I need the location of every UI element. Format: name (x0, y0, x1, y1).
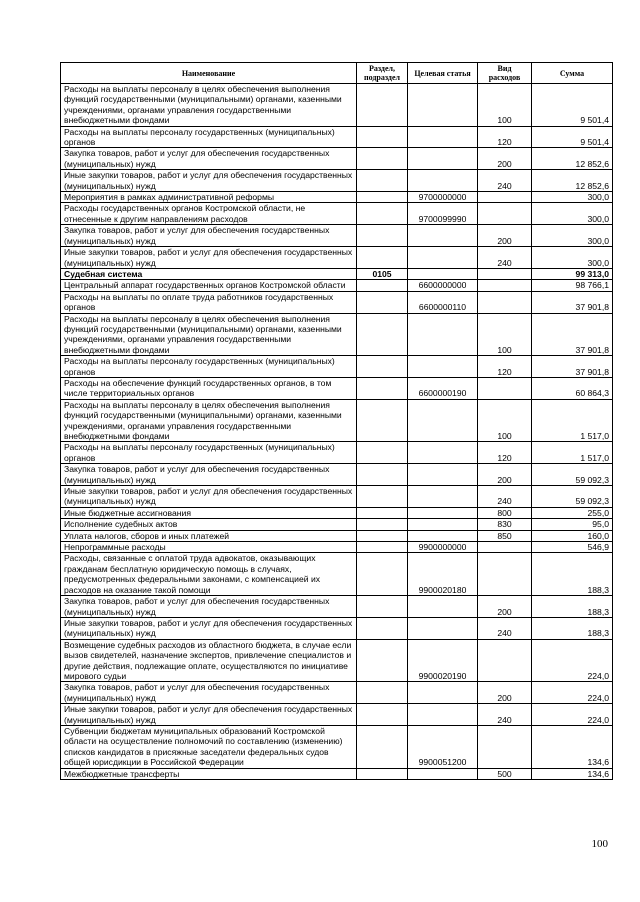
table-row (61, 464, 613, 486)
table-row (61, 170, 613, 192)
cell-name: Возмещение судебных расходов из областного бюджета, в случае если вызов свидетелей, назначение экспертов, привлечение специалистов и другие действия, подлежащие оплате, осуществляются по инициативе мирового судьи (61, 639, 357, 682)
cell-sum: 95,0 (532, 519, 613, 530)
cell-kind (478, 268, 532, 279)
cell-target: 9900020190 (408, 639, 478, 682)
cell-target (408, 247, 478, 269)
table-row (61, 639, 613, 682)
table-row (61, 725, 613, 768)
header-target: Целевая статья (408, 63, 478, 84)
table-row (61, 704, 613, 726)
cell-name: Иные закупки товаров, работ и услуг для обеспечения государственных (муниципальных) нужд (61, 704, 357, 726)
cell-kind: 240 (478, 247, 532, 269)
table-row (61, 617, 613, 639)
cell-target (408, 399, 478, 442)
cell-name: Уплата налогов, сборов и иных платежей (61, 530, 357, 541)
cell-sum: 59 092,3 (532, 486, 613, 508)
cell-section (357, 704, 408, 726)
cell-name: Расходы на выплаты персоналу в целях обеспечения выполнения функций государственными (муниципальными) органами, казенными учреждениями, органами управления государственными внебюджетными фондами (61, 84, 357, 127)
cell-kind: 240 (478, 170, 532, 192)
table-row (61, 682, 613, 704)
budget-table (60, 62, 613, 780)
cell-section (357, 553, 408, 596)
cell-sum: 37 901,8 (532, 356, 613, 378)
cell-target (408, 148, 478, 170)
header-name: Наименование (61, 63, 357, 84)
cell-name: Расходы государственных органов Костромской области, не отнесенные к другим направлениям расходов (61, 203, 357, 225)
cell-sum: 188,3 (532, 617, 613, 639)
cell-target: 9700000000 (408, 192, 478, 203)
cell-section (357, 442, 408, 464)
cell-target (408, 768, 478, 779)
cell-section (357, 247, 408, 269)
cell-target (408, 170, 478, 192)
cell-name: Иные закупки товаров, работ и услуг для обеспечения государственных (муниципальных) нужд (61, 170, 357, 192)
cell-kind: 240 (478, 486, 532, 508)
cell-kind: 120 (478, 356, 532, 378)
cell-section (357, 682, 408, 704)
cell-target: 6600000000 (408, 280, 478, 291)
header-kind: Вид расходов (478, 63, 532, 84)
cell-name: Закупка товаров, работ и услуг для обеспечения государственных (муниципальных) нужд (61, 148, 357, 170)
table-row (61, 247, 613, 269)
cell-sum: 99 313,0 (532, 268, 613, 279)
cell-name: Расходы на выплаты по оплате труда работников государственных органов (61, 291, 357, 313)
cell-kind: 800 (478, 507, 532, 518)
cell-section (357, 377, 408, 399)
cell-sum: 300,0 (532, 203, 613, 225)
table-row (61, 596, 613, 618)
cell-target (408, 313, 478, 356)
cell-section (357, 126, 408, 148)
cell-name: Непрограммные расходы (61, 542, 357, 553)
cell-sum: 300,0 (532, 247, 613, 269)
cell-target (408, 486, 478, 508)
cell-kind (478, 725, 532, 768)
cell-name: Расходы на выплаты персоналу государственных (муниципальных) органов (61, 442, 357, 464)
cell-name: Иные закупки товаров, работ и услуг для обеспечения государственных (муниципальных) нужд (61, 617, 357, 639)
cell-name: Субвенции бюджетам муниципальных образований Костромской области на осуществление полномочий по составлению (изменению) списков кандидатов в присяжные заседатели федеральных судов общей юрисдикции в Российской Федерации (61, 725, 357, 768)
cell-target (408, 617, 478, 639)
cell-kind (478, 280, 532, 291)
cell-name: Закупка товаров, работ и услуг для обеспечения государственных (муниципальных) нужд (61, 596, 357, 618)
cell-target (408, 530, 478, 541)
table-row (61, 768, 613, 779)
cell-kind (478, 639, 532, 682)
cell-sum: 300,0 (532, 225, 613, 247)
cell-name: Межбюджетные трансферты (61, 768, 357, 779)
cell-section (357, 148, 408, 170)
cell-sum: 37 901,8 (532, 313, 613, 356)
cell-section (357, 203, 408, 225)
cell-kind: 120 (478, 126, 532, 148)
table-row (61, 84, 613, 127)
cell-sum: 255,0 (532, 507, 613, 518)
cell-section (357, 280, 408, 291)
table-row (61, 225, 613, 247)
cell-target: 9900051200 (408, 725, 478, 768)
table-row (61, 203, 613, 225)
cell-target (408, 126, 478, 148)
cell-target (408, 596, 478, 618)
cell-kind: 240 (478, 617, 532, 639)
cell-section (357, 399, 408, 442)
cell-sum: 134,6 (532, 725, 613, 768)
cell-sum: 9 501,4 (532, 126, 613, 148)
cell-section (357, 170, 408, 192)
cell-sum: 224,0 (532, 639, 613, 682)
cell-target: 9900020180 (408, 553, 478, 596)
table-row (61, 542, 613, 553)
cell-sum: 300,0 (532, 192, 613, 203)
cell-section: 0105 (357, 268, 408, 279)
cell-kind (478, 192, 532, 203)
cell-name: Мероприятия в рамках административной реформы (61, 192, 357, 203)
table-row (61, 126, 613, 148)
cell-name: Иные закупки товаров, работ и услуг для обеспечения государственных (муниципальных) нужд (61, 247, 357, 269)
cell-sum: 134,6 (532, 768, 613, 779)
cell-section (357, 313, 408, 356)
table-row (61, 399, 613, 442)
cell-kind (478, 291, 532, 313)
cell-name: Расходы на выплаты персоналу государственных (муниципальных) органов (61, 126, 357, 148)
cell-kind: 240 (478, 704, 532, 726)
cell-section (357, 291, 408, 313)
cell-target (408, 682, 478, 704)
cell-sum: 98 766,1 (532, 280, 613, 291)
cell-sum: 1 517,0 (532, 442, 613, 464)
cell-sum: 59 092,3 (532, 464, 613, 486)
cell-kind: 100 (478, 399, 532, 442)
table-row (61, 148, 613, 170)
cell-name: Исполнение судебных актов (61, 519, 357, 530)
cell-target: 6600000110 (408, 291, 478, 313)
table-row (61, 442, 613, 464)
cell-section (357, 530, 408, 541)
cell-target (408, 225, 478, 247)
cell-kind: 200 (478, 148, 532, 170)
table-row (61, 530, 613, 541)
cell-target: 9900000000 (408, 542, 478, 553)
cell-name: Расходы на выплаты персоналу в целях обеспечения выполнения функций государственными (муниципальными) органами, казенными учреждениями, органами управления государственными внебюджетными фондами (61, 399, 357, 442)
cell-sum: 60 864,3 (532, 377, 613, 399)
cell-kind: 500 (478, 768, 532, 779)
table-body (61, 84, 613, 780)
cell-kind: 100 (478, 84, 532, 127)
cell-target: 6600000190 (408, 377, 478, 399)
cell-sum: 188,3 (532, 553, 613, 596)
cell-section (357, 192, 408, 203)
header-section: Раздел, подраздел (357, 63, 408, 84)
cell-sum: 12 852,6 (532, 170, 613, 192)
cell-kind (478, 377, 532, 399)
cell-sum: 9 501,4 (532, 84, 613, 127)
cell-target (408, 519, 478, 530)
cell-section (357, 84, 408, 127)
cell-sum: 546,9 (532, 542, 613, 553)
cell-sum: 188,3 (532, 596, 613, 618)
cell-kind (478, 553, 532, 596)
cell-sum: 1 517,0 (532, 399, 613, 442)
cell-section (357, 486, 408, 508)
cell-kind (478, 542, 532, 553)
cell-kind: 200 (478, 682, 532, 704)
cell-section (357, 519, 408, 530)
table-header-row (61, 63, 613, 84)
cell-section (357, 639, 408, 682)
table-row (61, 507, 613, 518)
cell-sum: 12 852,6 (532, 148, 613, 170)
cell-kind: 200 (478, 596, 532, 618)
cell-name: Судебная система (61, 268, 357, 279)
cell-target (408, 704, 478, 726)
cell-kind: 200 (478, 464, 532, 486)
cell-target (408, 268, 478, 279)
cell-section (357, 768, 408, 779)
header-sum: Сумма (532, 63, 613, 84)
table-row (61, 486, 613, 508)
cell-section (357, 464, 408, 486)
table-row (61, 280, 613, 291)
cell-sum: 224,0 (532, 704, 613, 726)
cell-section (357, 356, 408, 378)
table-row (61, 313, 613, 356)
page-number: 100 (591, 838, 608, 850)
cell-section (357, 225, 408, 247)
cell-name: Закупка товаров, работ и услуг для обеспечения государственных (муниципальных) нужд (61, 464, 357, 486)
cell-target (408, 84, 478, 127)
cell-target (408, 464, 478, 486)
cell-name: Центральный аппарат государственных органов Костромской области (61, 280, 357, 291)
cell-section (357, 542, 408, 553)
cell-kind: 850 (478, 530, 532, 541)
cell-sum: 160,0 (532, 530, 613, 541)
cell-kind: 100 (478, 313, 532, 356)
cell-kind: 830 (478, 519, 532, 530)
cell-name: Иные бюджетные ассигнования (61, 507, 357, 518)
cell-name: Расходы на выплаты персоналу в целях обеспечения выполнения функций государственными (муниципальными) органами, казенными учреждениями, органами управления государственными внебюджетными фондами (61, 313, 357, 356)
cell-name: Расходы на выплаты персоналу государственных (муниципальных) органов (61, 356, 357, 378)
cell-section (357, 507, 408, 518)
cell-section (357, 725, 408, 768)
cell-kind: 120 (478, 442, 532, 464)
table-row (61, 192, 613, 203)
cell-target: 9700099990 (408, 203, 478, 225)
cell-section (357, 617, 408, 639)
cell-target (408, 507, 478, 518)
table-row (61, 356, 613, 378)
cell-section (357, 596, 408, 618)
cell-sum: 37 901,8 (532, 291, 613, 313)
cell-name: Расходы, связанные с оплатой труда адвокатов, оказывающих гражданам бесплатную юридическую помощь в случаях, предусмотренных федеральными законами, с компенсацией их расходов на оказание такой помощи (61, 553, 357, 596)
cell-name: Закупка товаров, работ и услуг для обеспечения государственных (муниципальных) нужд (61, 682, 357, 704)
cell-kind: 200 (478, 225, 532, 247)
table-row (61, 377, 613, 399)
cell-sum: 224,0 (532, 682, 613, 704)
table-row (61, 268, 613, 279)
table-row (61, 553, 613, 596)
cell-target (408, 442, 478, 464)
cell-kind (478, 203, 532, 225)
cell-name: Расходы на обеспечение функций государственных органов, в том числе территориальных органов (61, 377, 357, 399)
cell-target (408, 356, 478, 378)
cell-name: Иные закупки товаров, работ и услуг для обеспечения государственных (муниципальных) нужд (61, 486, 357, 508)
table-row (61, 291, 613, 313)
cell-name: Закупка товаров, работ и услуг для обеспечения государственных (муниципальных) нужд (61, 225, 357, 247)
table-row (61, 519, 613, 530)
